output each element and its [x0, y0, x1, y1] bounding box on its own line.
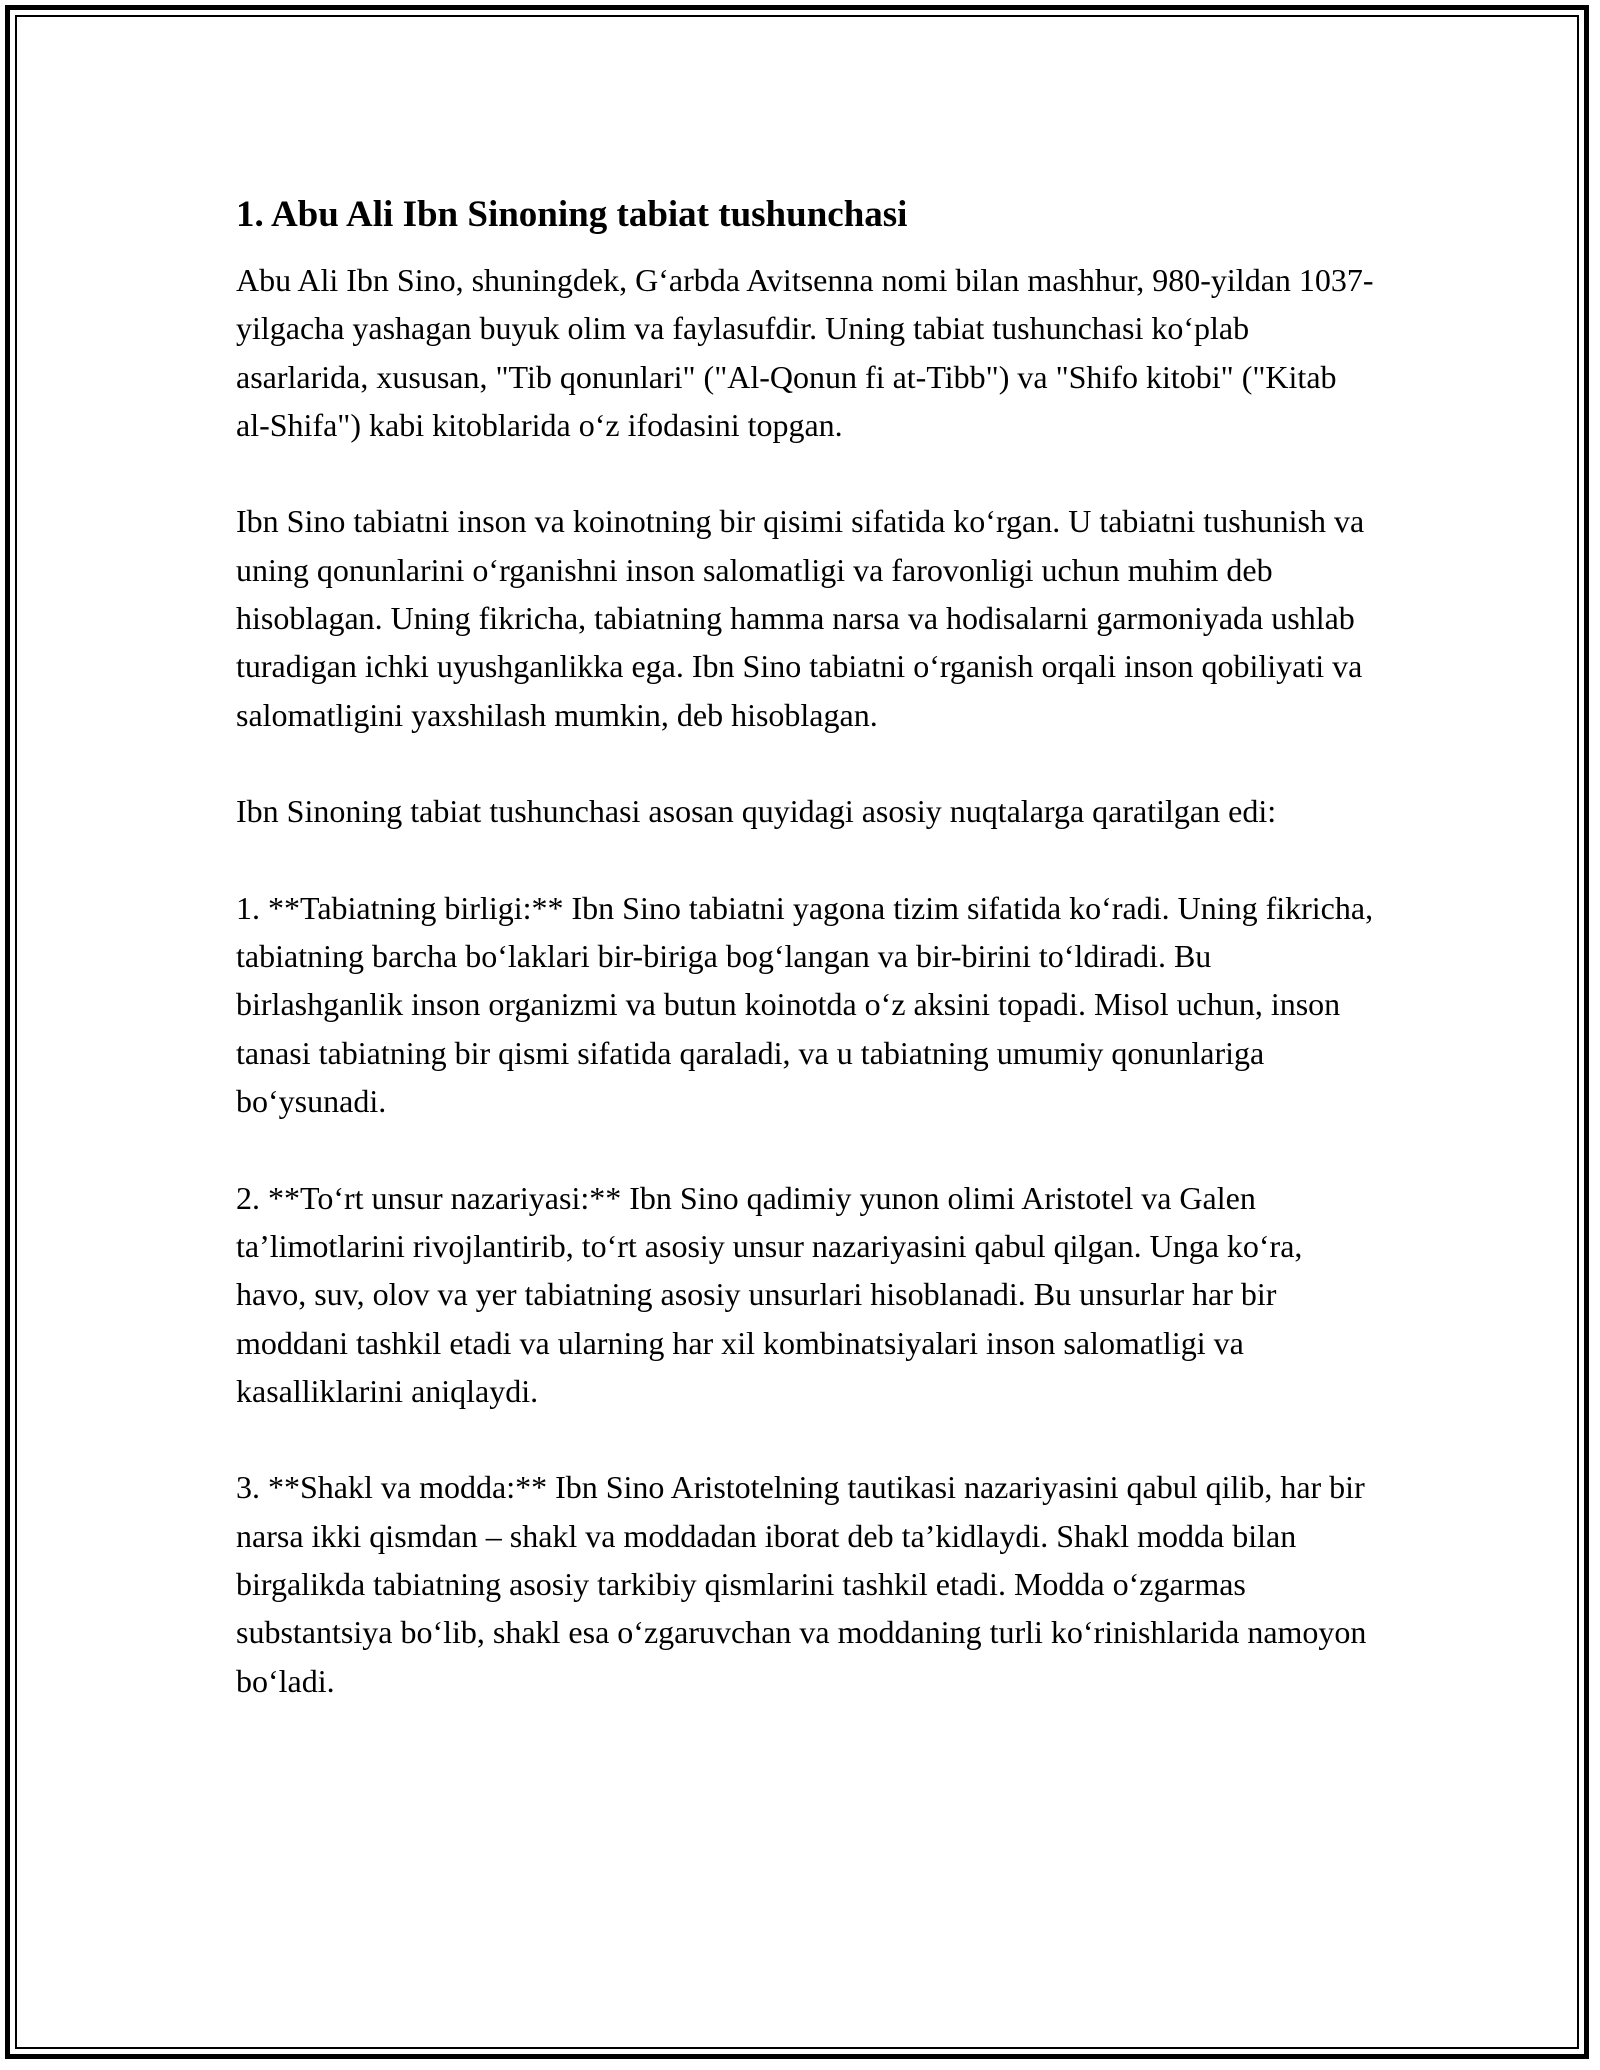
list-item-four-elements: 2. **To‘rt unsur nazariyasi:** Ibn Sino qadimiy yunon olimi Aristotel va Galen ta’limotlarini rivojlantirib, to‘rt asosiy unsur nazariyasini qabul qilgan. Unga ko‘ra, havo, suv, olov va yer tabiatning asosiy unsurlari hisoblanadi. Bu unsurlar har bir moddani tashkil etadi va ularning har xil kombinatsiyalari inson salomatligi va kasalliklarini aniqlaydi.	[236, 1179, 1303, 1409]
document-body	[236, 190, 1376, 1753]
list-item-unity-of-nature: 1. **Tabiatning birligi:** Ibn Sino tabiatni yagona tizim sifatida ko‘radi. Uning fikricha, tabiatning barcha bo‘laklari bir-biriga bog‘langan va bir-birini to‘ldiradi. Bu birlashganlik inson organizmi va butun koinotda o‘z aksini topadi. Misol uchun, inson tanasi tabiatning bir qismi sifatida qaraladi, va u tabiatning umumiy qonunlariga bo‘ysunadi.	[236, 889, 1374, 1120]
document-heading: 1. Abu Ali Ibn Sinoning tabiat tushunchasi	[236, 194, 908, 235]
list-item-form-and-matter: 3. **Shakl va modda:** Ibn Sino Aristotelning tautikasi nazariyasini qabul qilib, har bir narsa ikki qismdan – shakl va moddadan iborat deb ta’kidlaydi. Shakl modda bilan birgalikda tabiatning asosiy tarkibiy qismlarini tashkil etadi. Modda o‘zgarmas substantsiya bo‘lib, shakl esa o‘zgaruvchan va moddaning turli ko‘rinishlarida namoyon bo‘ladi.	[236, 1469, 1367, 1699]
paragraph-intro: Abu Ali Ibn Sino, shuningdek, G‘arbda Avitsenna nomi bilan mashhur, 980-yildan 1037-yilgacha yashagan buyuk olim va faylasufdir. Uning tabiat tushunchasi ko‘plab asarlarida, xususan, "Tib qonunlari" ("Al-Qonun fi at-Tibb") va "Shifo kitobi" ("Kitab al-Shifa") kabi kitoblarida o‘z ifodasini topgan.	[236, 262, 1374, 443]
paragraph-nature-view: Ibn Sino tabiatni inson va koinotning bir qisimi sifatida ko‘rgan. U tabiatni tushunish va uning qonunlarini o‘rganishni inson salomatligi va farovonligi uchun muhim deb hisoblagan. Uning fikricha, tabiatning hamma narsa va hodisalarni garmoniyada ushlab turadigan ichki uyushganlikka ega. Ibn Sino tabiatni o‘rganish orqali inson qobiliyati va salomatligini yaxshilash mumkin, deb hisoblagan.	[236, 503, 1365, 733]
paragraph-key-points-intro: Ibn Sinoning tabiat tushunchasi asosan quyidagi asosiy nuqtalarga qaratilgan edi:	[236, 793, 1277, 830]
